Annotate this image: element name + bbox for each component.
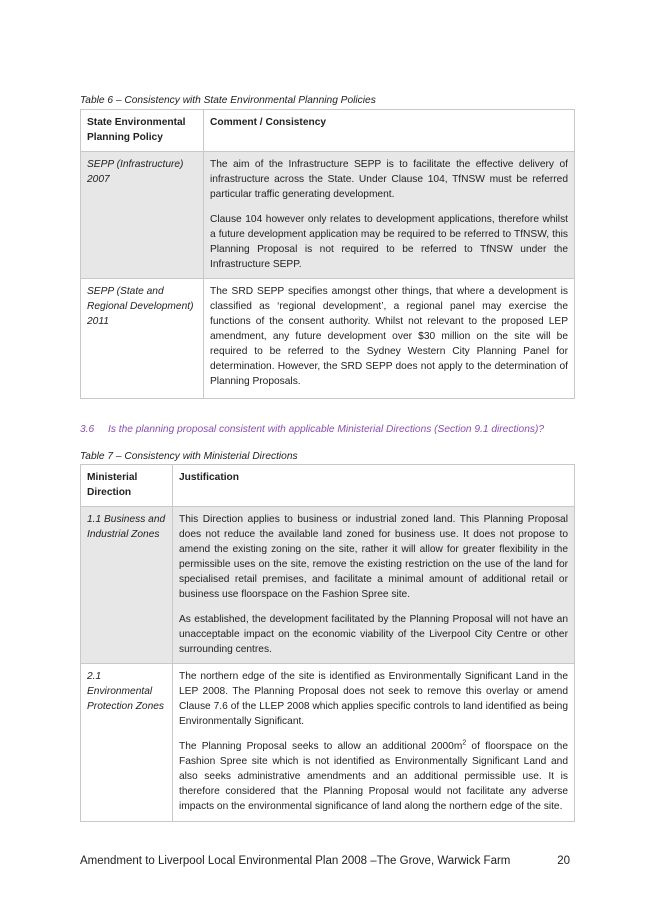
justification-paragraph: As established, the development facilitated by the Planning Proposal will not have an unacceptable impact on the economic viability of the Liverpool City Centre or other surrounding centres. [179, 614, 568, 655]
table-row [81, 279, 575, 399]
policy-name: SEPP (Infrastructure) 2007 [81, 152, 204, 279]
table7-header-direction: Ministerial Direction [81, 465, 173, 507]
comment-paragraph: The SRD SEPP specifies amongst other things, that where a development is classified as ‘regional development’, a regional panel may exercise the functions of the consent authority. Whilst not relevant to the proposed LEP amendment, any future development over $30 million on the site will be required to be referred to the Sydney Western City Planning Panel for determination. However, the SRD SEPP does not apply to the determination of Planning Proposals. [210, 286, 568, 387]
table-row [81, 664, 575, 822]
policy-comment [204, 152, 575, 279]
direction-name: 2.1 Environmental Protection Zones [81, 664, 173, 822]
table7 [80, 464, 575, 822]
footer-text: Amendment to Liverpool Local Environmental Plan 2008 –The Grove, Warwick Farm [80, 855, 511, 867]
policy-comment [204, 279, 575, 399]
superscript: 2 [462, 739, 467, 747]
justification-text: The Planning Proposal seeks to allow an additional 2000m [179, 741, 463, 752]
direction-name: 1.1 Business and Industrial Zones [81, 507, 173, 664]
table-row [81, 507, 575, 664]
comment-paragraph: The aim of the Infrastructure SEPP is to facilitate the effective delivery of infrastructure across the State. Under Clause 104, TfNSW must be referred particular traffic generating development. [210, 159, 568, 200]
table6-header-policy: State Environmental Planning Policy [81, 110, 204, 152]
table6-header-row [81, 110, 575, 152]
section-title: Is the planning proposal consistent with applicable Ministerial Directions (Section 9.1 directions)? [108, 424, 545, 435]
justification-paragraph: The northern edge of the site is identified as Environmentally Significant Land in the LEP 2008. The Planning Proposal does not seek to remove this overlay or amend Clause 7.6 of the LLEP 2008 which applies specific controls to land identified as being Environmentally Significant. [179, 671, 568, 727]
direction-justification [173, 507, 575, 664]
justification-paragraph: This Direction applies to business or industrial zoned land. This Planning Proposal does not reduce the available land zoned for business use. It does not propose to amend the existing zoning on the site, rather it will allow for greater flexibility in the permissible uses on the site, remove the existing restriction on the use of the land for specialised retail premises, and facilitate a minimal amount of additional retail or business use floorspace on the Fashion Spree site. [179, 514, 568, 600]
table6-header-comment: Comment / Consistency [204, 110, 575, 152]
direction-justification [173, 664, 575, 822]
justification-text: of floorspace on the Fashion Spree site which is not identified as Environmentally Significant Land and also seeks administrative amendments and an additional permissible use. It is therefore considered that the Planning Proposal would not facilitate any adverse impacts on the environmental significance of land along the northern edge of the site. [179, 741, 568, 812]
table6-caption: Table 6 – Consistency with State Environmental Planning Policies [80, 95, 376, 106]
section-heading [80, 424, 544, 435]
table6 [80, 109, 575, 399]
justification-paragraph [179, 739, 568, 814]
table7-header-row [81, 465, 575, 507]
table7-caption: Table 7 – Consistency with Ministerial Directions [80, 451, 298, 462]
table-row [81, 152, 575, 279]
section-number: 3.6 [80, 424, 95, 435]
table7-header-justification: Justification [173, 465, 575, 507]
comment-paragraph: Clause 104 however only relates to development applications, therefore whilst a future development application may be required to be referred to TfNSW, this Planning Proposal is not required to be referred to TfNSW under the Infrastructure SEPP. [210, 214, 568, 270]
policy-name: SEPP (State and Regional Development) 2011 [81, 279, 204, 399]
page-number: 20 [557, 855, 570, 867]
